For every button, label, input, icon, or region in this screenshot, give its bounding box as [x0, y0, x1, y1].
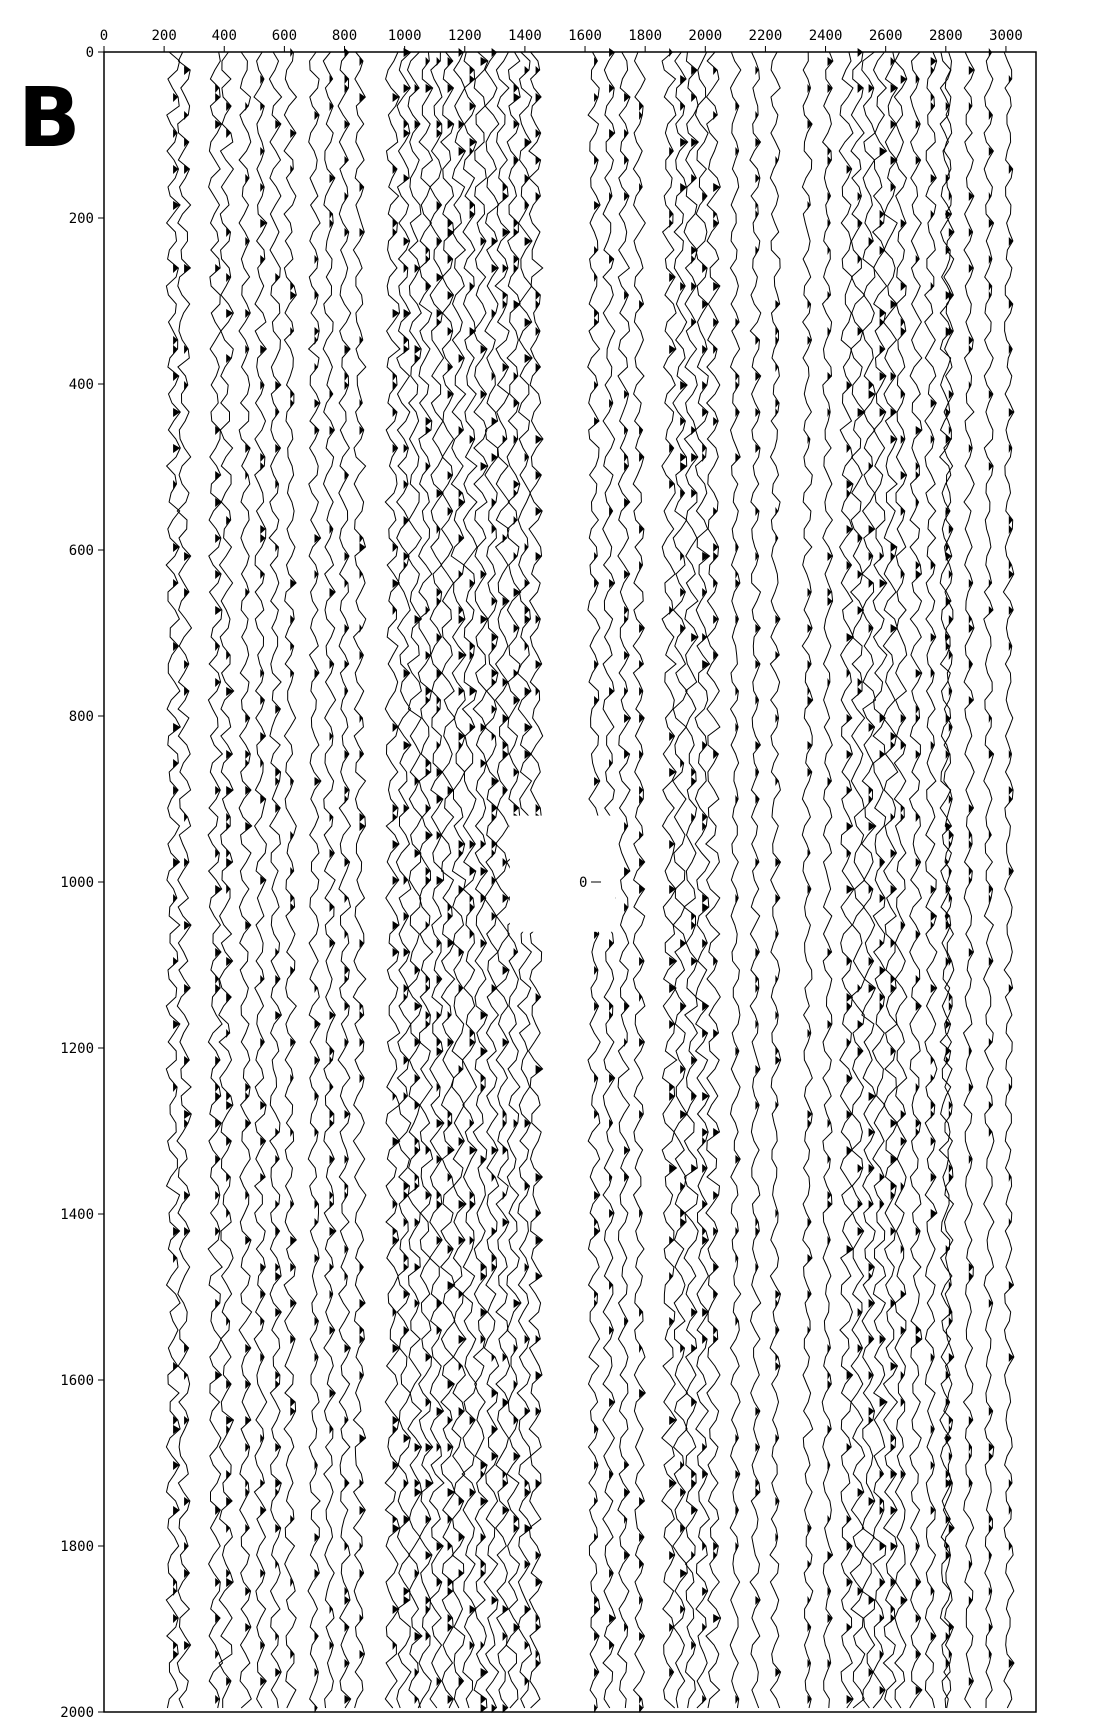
x-tick-label: 2200: [748, 28, 783, 44]
seismic-trace: [850, 52, 865, 1708]
x-tick-label: 3000: [989, 28, 1023, 44]
trace-fill: [858, 48, 865, 1596]
seismic-trace: [284, 52, 296, 1708]
marker-label: 0: [579, 875, 588, 891]
trace-fill: [345, 48, 351, 1704]
x-tick-label: 200: [151, 28, 177, 44]
y-tick-label: 2000: [60, 1705, 94, 1720]
seismic-trace: [1003, 52, 1014, 1708]
y-tick-label: 1400: [60, 1207, 94, 1223]
y-tick-label: 1000: [60, 875, 94, 891]
y-tick-label: 600: [68, 543, 94, 559]
trace-fill: [624, 93, 630, 1632]
seismic-trace: [177, 52, 192, 1708]
seismic-trace: [308, 52, 321, 1708]
seismic-trace: [323, 52, 336, 1708]
x-tick-label: 2600: [868, 28, 903, 44]
seismic-trace: [219, 52, 234, 1708]
x-tick-label: 1000: [387, 28, 422, 44]
x-tick-label: 1200: [447, 28, 482, 44]
seismic-trace: [495, 52, 510, 1708]
label-gap: [510, 816, 615, 932]
y-tick-label: 1600: [60, 1373, 94, 1389]
x-tick-label: 2800: [928, 28, 963, 44]
seismic-trace: [706, 52, 721, 1708]
seismic-trace: [839, 52, 854, 1708]
y-tick-label: 0: [85, 45, 94, 61]
trace-fill: [426, 57, 433, 1641]
seismic-trace: [208, 52, 222, 1708]
seismic-trace: [239, 52, 252, 1708]
seismic-trace: [883, 52, 898, 1708]
panel-label: B: [18, 71, 81, 166]
x-tick-label: 2000: [688, 28, 723, 44]
seismic-trace: [984, 52, 994, 1708]
x-tick-label: 0: [99, 28, 109, 44]
y-axis: [60, 45, 104, 1720]
trace-fill: [891, 57, 898, 1623]
trace-fill: [330, 75, 336, 1650]
y-tick-label: 1200: [60, 1041, 94, 1057]
seismic-trace: [770, 52, 781, 1708]
trace-fill: [931, 57, 937, 1641]
seismic-trace: [822, 52, 833, 1708]
seismic-trace: [353, 52, 366, 1708]
trace-fill: [775, 156, 780, 1677]
seismic-trace: [862, 52, 876, 1708]
seismic-trace: [618, 52, 631, 1708]
seismic-trace: [473, 52, 488, 1708]
seismic-trace: [873, 52, 888, 1708]
trace-fill: [245, 102, 251, 1632]
seismic-trace: [673, 52, 688, 1708]
y-tick-label: 1800: [60, 1539, 94, 1555]
seismic-trace: [484, 52, 499, 1708]
trace-fill: [404, 48, 411, 1605]
trace-fill: [713, 66, 720, 1623]
seismic-trace: [662, 52, 677, 1708]
x-axis: [100, 28, 1023, 52]
trace-fill: [470, 66, 477, 1650]
y-tick-label: 400: [68, 377, 94, 393]
trace-fill: [459, 48, 466, 1686]
x-tick-label: 2400: [808, 28, 843, 44]
seismic-trace: [269, 52, 281, 1708]
trace-fill: [360, 57, 366, 1659]
seismic-trace: [407, 52, 422, 1708]
seismic-trace: [338, 52, 351, 1708]
x-tick-label: 1400: [508, 28, 542, 44]
trace-fill: [503, 183, 510, 1713]
seismic-trace: [910, 52, 922, 1708]
x-tick-label: 800: [331, 28, 358, 44]
seismic-trace: [684, 52, 698, 1708]
seismic-trace: [925, 52, 937, 1708]
trace-fill: [901, 75, 907, 1605]
seismic-trace: [730, 52, 741, 1708]
x-tick-label: 400: [211, 28, 237, 44]
x-tick-label: 1800: [628, 28, 663, 44]
trace-fill: [869, 84, 876, 1677]
seismic-trace: [750, 52, 761, 1708]
seismic-trace: [894, 52, 907, 1708]
y-tick-label: 800: [68, 709, 94, 725]
x-tick-label: 1600: [568, 28, 602, 44]
y-tick-label: 200: [68, 211, 94, 227]
seismic-trace: [462, 52, 477, 1708]
x-tick-label: 600: [271, 28, 298, 44]
